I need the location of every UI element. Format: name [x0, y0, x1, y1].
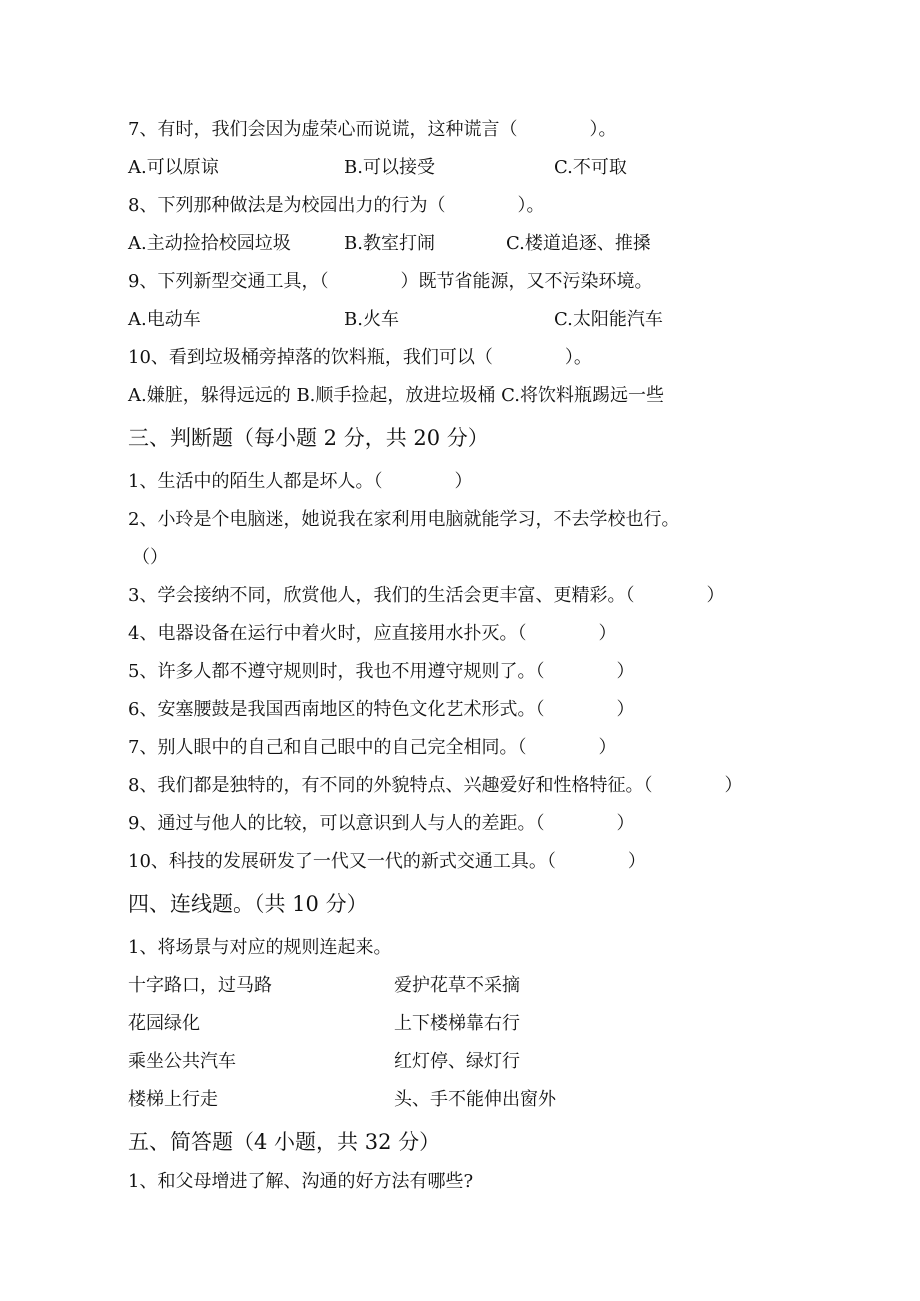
section3-title: 三、判断题（每小题 2 分，共 20 分） [128, 426, 489, 450]
choice-q7-option-b: B.可以接受 [344, 157, 435, 178]
tf-item-6: 6、安塞腰鼓是我国西南地区的特色文化艺术形式。（ ） [128, 699, 635, 720]
tf-item-3: 3、学会接纳不同，欣赏他人，我们的生活会更丰富、更精彩。（ ） [128, 585, 725, 606]
tf-item-2: 2、小玲是个电脑迷，她说我在家利用电脑就能学习，不去学校也行。 [128, 509, 680, 530]
tf-item-4: 4、电器设备在运行中着火时，应直接用水扑灭。（ ） [128, 623, 617, 644]
choice-q9-option-c: C.太阳能汽车 [554, 309, 663, 330]
short-answer-q1: 1、和父母增进了解、沟通的好方法有哪些? [128, 1171, 474, 1192]
tf-item-5: 5、许多人都不遵守规则时，我也不用遵守规则了。（ ） [128, 661, 635, 682]
choice-q8-option-b: B.教室打闹 [344, 233, 435, 254]
match-right-4: 头、手不能伸出窗外 [394, 1089, 556, 1110]
choice-q7-option-a: A.可以原谅 [128, 157, 219, 178]
match-left-2: 花园绿化 [128, 1013, 200, 1034]
tf-item-1: 1、生活中的陌生人都是坏人。（ ） [128, 471, 473, 492]
choice-q8-option-c: C.楼道追逐、推搡 [506, 233, 651, 254]
choice-q10-options: A.嫌脏，躲得远远的 B.顺手捡起，放进垃圾桶 C.将饮料瓶踢远一些 [128, 385, 664, 406]
choice-q9-option-a: A.电动车 [128, 309, 201, 330]
choice-q10-stem: 10、看到垃圾桶旁掉落的饮料瓶，我们可以（ ）。 [128, 347, 592, 368]
tf-item-8: 8、我们都是独特的，有不同的外貌特点、兴趣爱好和性格特征。（ ） [128, 775, 743, 796]
section4-title: 四、连线题。（共 10 分） [128, 892, 368, 916]
choice-q7-option-c: C.不可取 [554, 157, 627, 178]
match-right-2: 上下楼梯靠右行 [394, 1013, 520, 1034]
tf-item-7: 7、别人眼中的自己和自己眼中的自己完全相同。（ ） [128, 737, 617, 758]
match-right-3: 红灯停、绿灯行 [394, 1051, 520, 1072]
tf-item-10: 10、科技的发展研发了一代又一代的新式交通工具。（ ） [128, 851, 646, 872]
match-left-1: 十字路口，过马路 [128, 975, 272, 996]
choice-q7-stem: 7、有时，我们会因为虚荣心而说谎，这种谎言（ ）。 [128, 119, 617, 140]
match-left-4: 楼梯上行走 [128, 1089, 218, 1110]
choice-q8-stem: 8、下列那种做法是为校园出力的行为（ ）。 [128, 195, 545, 216]
choice-q9-option-b: B.火车 [344, 309, 399, 330]
matching-question: 1、将场景与对应的规则连起来。 [128, 937, 392, 958]
tf-item-9: 9、通过与他人的比较，可以意识到人与人的差距。（ ） [128, 813, 635, 834]
choice-q9-stem: 9、下列新型交通工具，（ ）既节省能源，又不污染环境。 [128, 271, 653, 292]
section5-title: 五、简答题（4 小题，共 32 分） [128, 1130, 441, 1154]
tf-item-2-bracket: （） [132, 547, 168, 568]
match-right-1: 爱护花草不采摘 [394, 975, 520, 996]
match-left-3: 乘坐公共汽车 [128, 1051, 236, 1072]
choice-q8-option-a: A.主动捡拾校园垃圾 [128, 233, 291, 254]
